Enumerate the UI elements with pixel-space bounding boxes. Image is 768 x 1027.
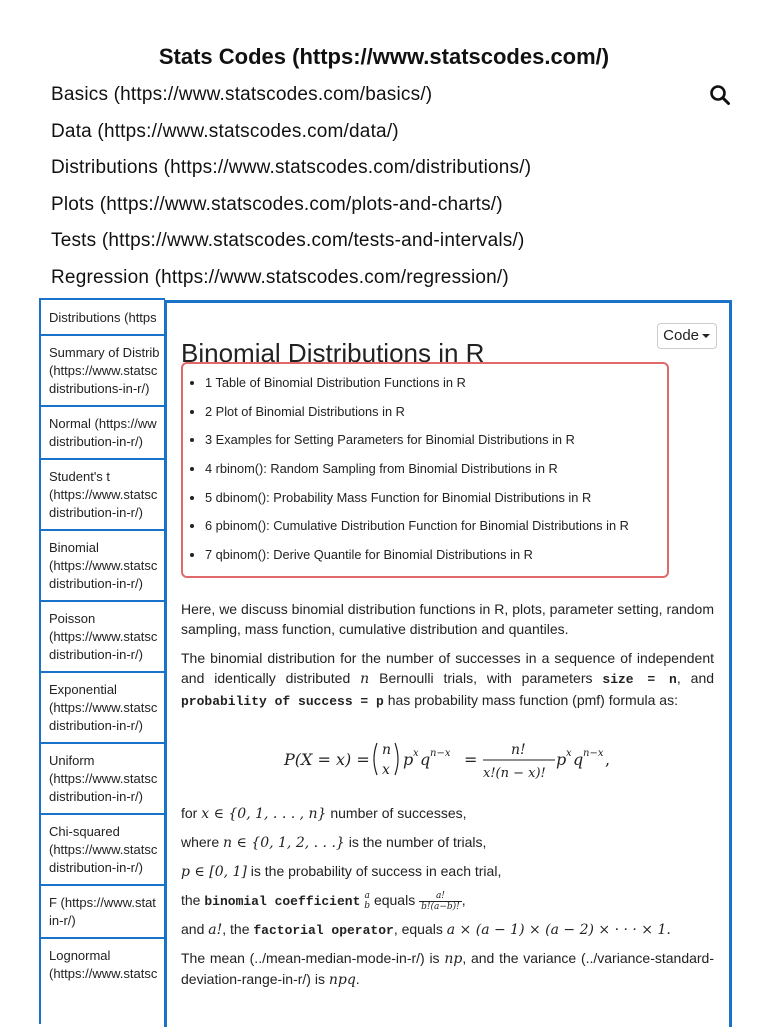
sidebar-item-label: in-r/) — [49, 913, 76, 928]
term: factorial operator — [253, 923, 394, 938]
sidebar-item-label: Exponential — [49, 682, 117, 697]
sidebar-item-label: Distributions (https — [49, 310, 157, 325]
nav-item-distributions[interactable]: Distributions (https://www.statscodes.com/distributions/) — [51, 157, 532, 178]
formula-frac-den: x!(n − x)! — [483, 766, 546, 781]
formula-binom-bottom: x — [382, 762, 390, 778]
param-size: size = n — [602, 672, 677, 687]
toc-item[interactable]: • 7 qbinom(): Derive Quantile for Binomial Distributions in R — [205, 544, 667, 573]
text: , and — [676, 670, 715, 686]
text: . — [355, 971, 360, 987]
caret-down-icon — [702, 334, 710, 338]
math: n ∈ {0, 1, 2, . . .} — [223, 835, 345, 851]
sidebar-item-label: (https://www.statsc — [49, 558, 158, 573]
variance-link[interactable]: , and the variance (../variance-standard-deviation-range-in-r/) is — [181, 950, 714, 987]
formula-tail-q-sup: n−x — [583, 748, 604, 759]
formula-binom-top: n — [382, 742, 392, 758]
math: npq — [328, 972, 356, 988]
math: a × (a − 1) × (a − 2) × · · · × 1. — [446, 922, 671, 938]
formula-q: q — [420, 750, 431, 769]
code-button-label: Code — [663, 327, 699, 344]
sidebar-item-label: distribution-in-r/) — [49, 647, 143, 662]
sidebar-item-label: distribution-in-r/) — [49, 505, 143, 520]
line-n-domain — [181, 832, 714, 852]
text: number of successes, — [330, 805, 467, 821]
sidebar-item-label: distribution-in-r/) — [49, 434, 143, 449]
site-title[interactable]: Stats Codes (https://www.statscodes.com/) — [158, 44, 610, 69]
text: where — [181, 834, 220, 850]
sidebar-item-exponential[interactable] — [41, 673, 165, 744]
sidebar-item-label: distribution-in-r/) — [49, 576, 143, 591]
toc-item[interactable]: • 1 Table of Binomial Distribution Functions in R — [205, 372, 667, 401]
mean-variance-paragraph — [181, 948, 714, 990]
text: , — [461, 892, 466, 908]
sidebar-item-binomial[interactable] — [41, 531, 165, 602]
nav-item-basics[interactable]: Basics (https://www.statscodes.com/basics/) — [51, 84, 433, 105]
sidebar-item-label: distribution-in-r/) — [49, 718, 143, 733]
sidebar-item-label: Lognormal — [49, 948, 111, 963]
toc-item[interactable]: • 3 Examples for Setting Parameters for Binomial Distributions in R — [205, 429, 667, 458]
search-icon[interactable] — [709, 84, 731, 106]
term: binomial coefficient — [204, 894, 361, 909]
sidebar-item-students-t[interactable] — [41, 460, 165, 531]
sidebar-item-label: Student's t — [49, 469, 111, 484]
text: has probability mass function (pmf) formula as: — [387, 692, 678, 708]
binom-ab: a b — [364, 891, 371, 912]
formula-tail-q: q — [573, 750, 584, 769]
formula-tail-p: p — [556, 750, 567, 769]
page-title: Binomial Distributions in R — [181, 338, 485, 369]
sidebar-item-label: (https://www.statsc — [49, 966, 158, 981]
text: is the probability of success in each trial, — [250, 863, 502, 879]
sidebar-item-distributions[interactable] — [41, 298, 165, 336]
nav-item-tests[interactable]: Tests (https://www.statscodes.com/tests-and-intervals/) — [51, 230, 525, 251]
main-nav — [51, 82, 731, 301]
formula-eq: = — [464, 750, 478, 769]
math: p ∈ [0, 1] — [181, 864, 247, 880]
nav-item-data[interactable]: Data (https://www.statscodes.com/data/) — [51, 120, 399, 142]
text: and — [181, 921, 205, 937]
mean-link[interactable]: The mean (../mean-median-mode-in-r/) is — [181, 950, 440, 966]
sidebar-item-poisson[interactable] — [41, 602, 165, 673]
toc-item[interactable]: • 2 Plot of Binomial Distributions in R — [205, 401, 667, 430]
text: The binomial distribution for the number of successes in a sequence of independent and identically distributed — [181, 650, 714, 686]
text: Bernoulli trials, with parameters — [379, 670, 593, 686]
formula-comma: , — [605, 750, 611, 769]
sidebar-item-summary[interactable] — [41, 336, 165, 407]
text: equals — [373, 892, 416, 908]
sidebar-item-label: (https://www.statsc — [49, 771, 158, 786]
sidebar-item-normal[interactable] — [41, 407, 165, 460]
param-prob: probability of success = p — [181, 694, 384, 709]
sidebar-item-label: Binomial — [49, 540, 99, 555]
intro-paragraph: Here, we discuss binomial distribution functions in R, plots, parameter setting, random sampling, mass function, cumulative distribution and quantiles. — [181, 601, 714, 637]
line-factorial — [181, 919, 714, 939]
toc-item[interactable]: • 5 dbinom(): Probability Mass Function for Binomial Distributions in R — [205, 487, 667, 516]
math-n: n — [360, 671, 370, 687]
pmf-formula-graphic — [181, 721, 714, 797]
sidebar-item-label: Normal (https://ww — [49, 416, 157, 431]
formula-tail-p-sup: x — [566, 748, 572, 759]
text: for — [181, 805, 198, 821]
sidebar-item-f[interactable] — [41, 886, 165, 939]
toc-item[interactable]: • 6 pbinom(): Cumulative Distribution Function for Binomial Distributions in R — [205, 515, 667, 544]
sidebar-item-lognormal[interactable] — [41, 939, 165, 990]
math: a! — [208, 922, 223, 938]
nav-item-regression[interactable]: Regression (https://www.statscodes.com/regression/) — [51, 266, 509, 288]
sidebar-item-label: (https://www.statsc — [49, 629, 158, 644]
sidebar-item-label: (https://www.statsc — [49, 842, 158, 857]
sidebar-item-label: Poisson — [49, 611, 96, 626]
sidebar-item-chi-squared[interactable] — [41, 815, 165, 886]
formula-lhs: P(X = x) = — [284, 750, 370, 769]
formula-p-sup: x — [413, 748, 419, 759]
text: , the — [222, 921, 250, 937]
math: x ∈ {0, 1, . . . , n} — [201, 806, 327, 822]
sidebar-item-label: (https://www.statsc — [49, 487, 158, 502]
formula-frac-num: n! — [511, 742, 526, 758]
main-content — [164, 300, 732, 1027]
line-x-domain — [181, 803, 714, 823]
formula-q-sup: n−x — [430, 748, 451, 759]
sidebar-item-uniform[interactable] — [41, 744, 165, 815]
toc-item[interactable]: • 4 rbinom(): Random Sampling from Binomial Distributions in R — [205, 458, 667, 487]
code-dropdown-button[interactable] — [657, 323, 717, 349]
sidebar-item-label: Chi-squared — [49, 824, 120, 839]
line-p-domain — [181, 861, 714, 881]
sidebar-item-label: Summary of Distrib — [49, 345, 160, 360]
math: np — [444, 951, 463, 967]
binom-frac: $\frac{a!}{b!(a-b)!}$ — [421, 890, 460, 912]
sidebar-item-label: (https://www.statsc — [49, 700, 158, 715]
sidebar-item-label: (https://www.statsc — [49, 363, 158, 378]
text: , equals — [393, 921, 443, 937]
formula-p: p — [403, 750, 414, 769]
sidebar-item-label: distribution-in-r/) — [49, 860, 143, 875]
pmf-formula — [181, 721, 714, 797]
sidebar-item-label: Uniform — [49, 753, 95, 768]
sidebar-item-label: F (https://www.stat — [49, 895, 156, 910]
text: the — [181, 892, 201, 908]
text: is the number of trials, — [348, 834, 487, 850]
table-of-contents — [181, 362, 669, 578]
article-body — [181, 599, 714, 999]
definition-paragraph — [181, 648, 714, 712]
nav-item-plots[interactable]: Plots (https://www.statscodes.com/plots-and-charts/) — [51, 193, 503, 215]
line-binomial-coefficient — [181, 890, 714, 910]
sidebar-item-label: distributions-in-r/) — [49, 381, 150, 396]
sidebar-item-label: distribution-in-r/) — [49, 789, 143, 804]
sidebar — [39, 298, 165, 1024]
